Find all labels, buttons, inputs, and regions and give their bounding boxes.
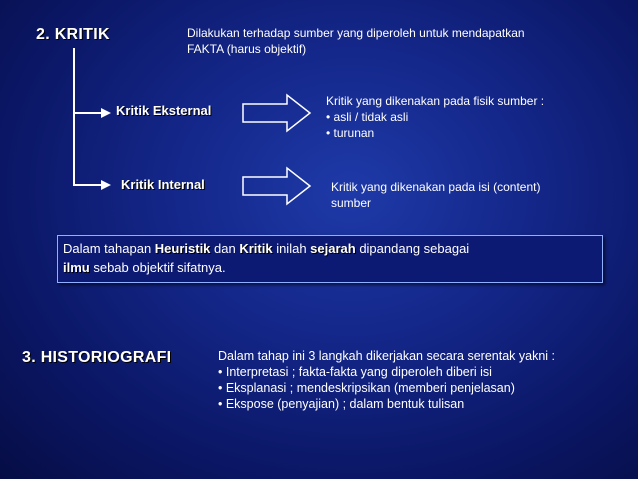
arrow-internal-icon	[243, 168, 311, 204]
branch-arrowhead-internal	[101, 180, 111, 190]
list-item: • Interpretasi ; fakta-fakta yang diperoleh diberi isi	[218, 365, 492, 379]
kritik-description	[187, 25, 525, 57]
kritik-eksternal-desc-text: Kritik yang dikenakan pada fisik sumber :	[326, 94, 545, 108]
tree-branch-eksternal	[73, 112, 103, 114]
branch-arrowhead-eksternal	[101, 108, 111, 118]
historiografi-content	[218, 348, 555, 412]
kritik-internal-label: Kritik Internal	[121, 177, 205, 192]
summary-text-4: dipandang sebagai	[355, 241, 470, 256]
tree-vertical-line	[73, 48, 75, 186]
kritik-eksternal-list	[326, 109, 544, 141]
summary-box	[57, 235, 603, 283]
list-item: • Ekspose (penyajian) ; dalam bentuk tulisan	[218, 397, 465, 411]
kritik-description-line2: FAKTA (harus objektif)	[187, 42, 307, 56]
summary-keyword-kritik: Kritik	[239, 241, 273, 256]
summary-text-2: dan	[210, 241, 240, 256]
kritik-internal-desc-line2: sumber	[331, 196, 372, 210]
list-item: • turunan	[326, 126, 375, 140]
kritik-description-line1: Dilakukan terhadap sumber yang diperoleh untuk mendapatkan	[187, 26, 525, 40]
historiografi-list	[218, 364, 555, 412]
historiografi-intro: Dalam tahap ini 3 langkah dikerjakan secara serentak yakni :	[218, 349, 555, 363]
kritik-internal-desc-line1: Kritik yang dikenakan pada isi (content)	[331, 180, 541, 194]
summary-keyword-sejarah: sejarah	[310, 241, 356, 256]
summary-text-5: sebab objektif sifatnya.	[89, 260, 226, 275]
summary-text-1: Dalam tahapan	[63, 241, 155, 256]
arrow-eksternal-icon	[243, 95, 311, 131]
historiografi-title: 3. HISTORIOGRAFI	[22, 349, 172, 366]
tree-branch-internal	[73, 184, 103, 186]
list-item: • asli / tidak asli	[326, 110, 409, 124]
summary-text-3: inilah	[272, 241, 311, 256]
summary-keyword-heuristik: Heuristik	[154, 241, 211, 256]
list-item: • Eksplanasi ; mendeskripsikan (memberi penjelasan)	[218, 381, 515, 395]
kritik-eksternal-desc	[326, 93, 544, 141]
summary-keyword-ilmu: ilmu	[63, 260, 90, 275]
kritik-title: 2. KRITIK	[36, 26, 110, 43]
kritik-internal-desc	[331, 179, 540, 211]
kritik-eksternal-label: Kritik Eksternal	[116, 103, 212, 118]
